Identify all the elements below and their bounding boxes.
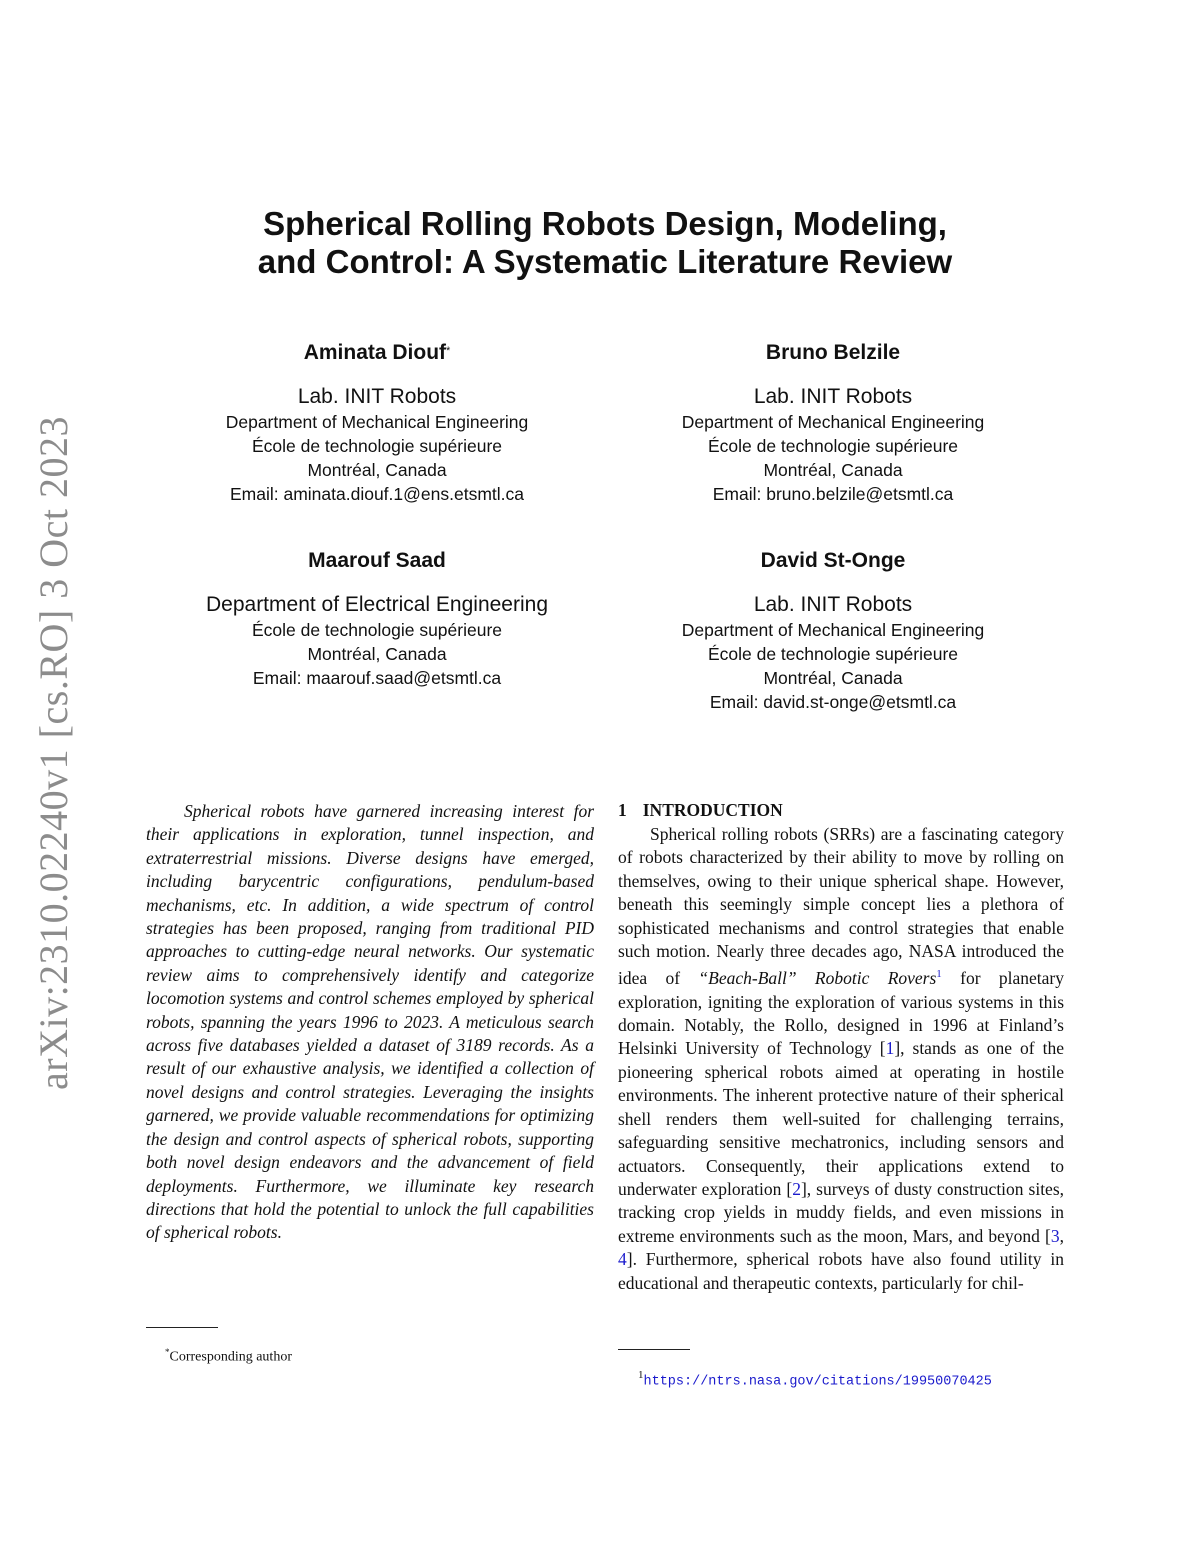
introduction-paragraph: Spherical rolling robots (SRRs) are a fascinating category of robots characterized by their ability to move by rolling on themselves, owing to their unique spherical shape. However, beneath this seemingly simple concept lies a plethora of sophisticated mechanisms and control strategies that enable such motion. Nearly three decades ago, NASA introduced the idea of “Beach-Ball” Robotic Rovers$^1$ for planetary exploration, igniting the exploration of various systems in this domain. Notably, the Rollo, designed in 1996 at Finland’s Helsinki University of Technology [1], stands as one of the pioneering spherical robots aimed at operating in hostile environments. The inherent protective nature of their spherical shell renders them well-suited for challenging terrains, safeguarding sensitive mechatronics, including sensors and actuators. Consequently, their applications extend to underwater exploration [2], surveys of dusty construction sites, tracking crop yields in muddy fields, and even missions in extreme environments such as the moon, Mars, and beyond [3, 4]. Furthermore, spherical robots have also found utility in educational and therapeutic contexts, particularly for chil- <box>618 824 1065 1293</box>
citation-link-1[interactable]: 1 <box>885 1038 895 1059</box>
abstract: Spherical robots have garnered increasing interest for their applications in exploration, tunnel inspection, and extraterrestrial missions. Diverse designs have emerged, including barycentric configurations, pendulum-based mechanisms, etc. In addition, a wide spectrum of control strategies has been proposed, ranging from traditional PID approaches to cutting-edge neural networks. Our systematic review aims to comprehensively identify and categorize locomotion systems and control schemes employed by spherical robots, spanning the years 1996 to 2023. A meticulous search across five databases yielded a dataset of 3189 records. As a result of our exhaustive analysis, we identified a collection of novel designs and control strategies. Leveraging the insights garnered, we provide valuable recommendations for optimizing the design and control aspects of spherical robots, supporting both novel design endeavors and the advancement of field deployments. Furthermore, we illuminate key research directions that hold the potential to unlock the full capabilities of spherical robots. <box>146 801 594 1243</box>
author-email[interactable]: Email: maarouf.saad@etsmtl.ca <box>252 668 502 688</box>
author-school: École de technologie supérieure <box>707 644 959 664</box>
author-name: Aminata Diouf* <box>303 341 451 364</box>
section-heading-introduction <box>618 800 783 821</box>
author-department: Department of Electrical Engineering <box>205 593 548 616</box>
arxiv-identifier-stamp: arXiv:2310.02240v1 [cs.RO] 3 Oct 2023 <box>31 416 76 1090</box>
paper-title <box>150 205 1060 281</box>
author-school: École de technologie supérieure <box>707 436 959 456</box>
section-title: INTRODUCTION <box>642 800 783 820</box>
author-department: Department of Mechanical Engineering <box>681 620 985 640</box>
author-block-belzile <box>623 340 1043 506</box>
footnote-rule-left <box>146 1327 218 1328</box>
author-email[interactable]: Email: david.st-onge@etsmtl.ca <box>709 692 957 712</box>
footnote-text: Corresponding author <box>169 1349 292 1365</box>
footnote-nasa-url <box>638 1369 992 1389</box>
author-lab: Lab. INIT Robots <box>753 385 913 408</box>
author-email[interactable]: Email: aminata.diouf.1@ens.etsmtl.ca <box>229 484 524 504</box>
author-name: Maarouf Saad <box>308 549 446 572</box>
author-city: Montréal, Canada <box>307 460 447 480</box>
title-line-1: Spherical Rolling Robots Design, Modeling, <box>263 205 947 242</box>
citation-link-3[interactable]: 3 <box>1050 1225 1060 1246</box>
author-name: Bruno Belzile <box>765 341 901 364</box>
author-name: David St-Onge <box>760 549 906 572</box>
citation-link-4[interactable]: 4 <box>618 1249 627 1270</box>
author-city: Montréal, Canada <box>763 460 903 480</box>
title-line-2: and Control: A Systematic Literature Review <box>257 243 953 280</box>
footnote-ref-1[interactable]: 1 <box>936 968 942 981</box>
author-lab: Lab. INIT Robots <box>753 593 913 616</box>
rover-quote: “Beach-Ball” Robotic Rovers <box>698 968 937 989</box>
citation-link-2[interactable]: 2 <box>792 1178 801 1199</box>
author-block-diouf <box>167 340 587 506</box>
author-city: Montréal, Canada <box>307 644 447 664</box>
author-email[interactable]: Email: bruno.belzile@etsmtl.ca <box>712 484 954 504</box>
author-city: Montréal, Canada <box>763 668 903 688</box>
author-block-st-onge <box>623 548 1043 714</box>
corresponding-author-mark: * <box>446 345 451 357</box>
footnote-mark: 1 <box>638 1369 644 1381</box>
author-block-saad <box>167 548 587 690</box>
author-department: Department of Mechanical Engineering <box>225 412 529 432</box>
footnote-rule-right <box>618 1349 690 1350</box>
author-school: École de technologie supérieure <box>251 436 503 456</box>
footnote-mark: * <box>165 1347 170 1357</box>
footnote-corresponding-author <box>165 1347 292 1366</box>
nasa-citation-link[interactable]: https://ntrs.nasa.gov/citations/19950070425 <box>643 1374 992 1390</box>
author-department: Department of Mechanical Engineering <box>681 412 985 432</box>
author-lab: Lab. INIT Robots <box>297 385 457 408</box>
section-number: 1 <box>618 800 627 820</box>
author-school: École de technologie supérieure <box>251 620 503 640</box>
